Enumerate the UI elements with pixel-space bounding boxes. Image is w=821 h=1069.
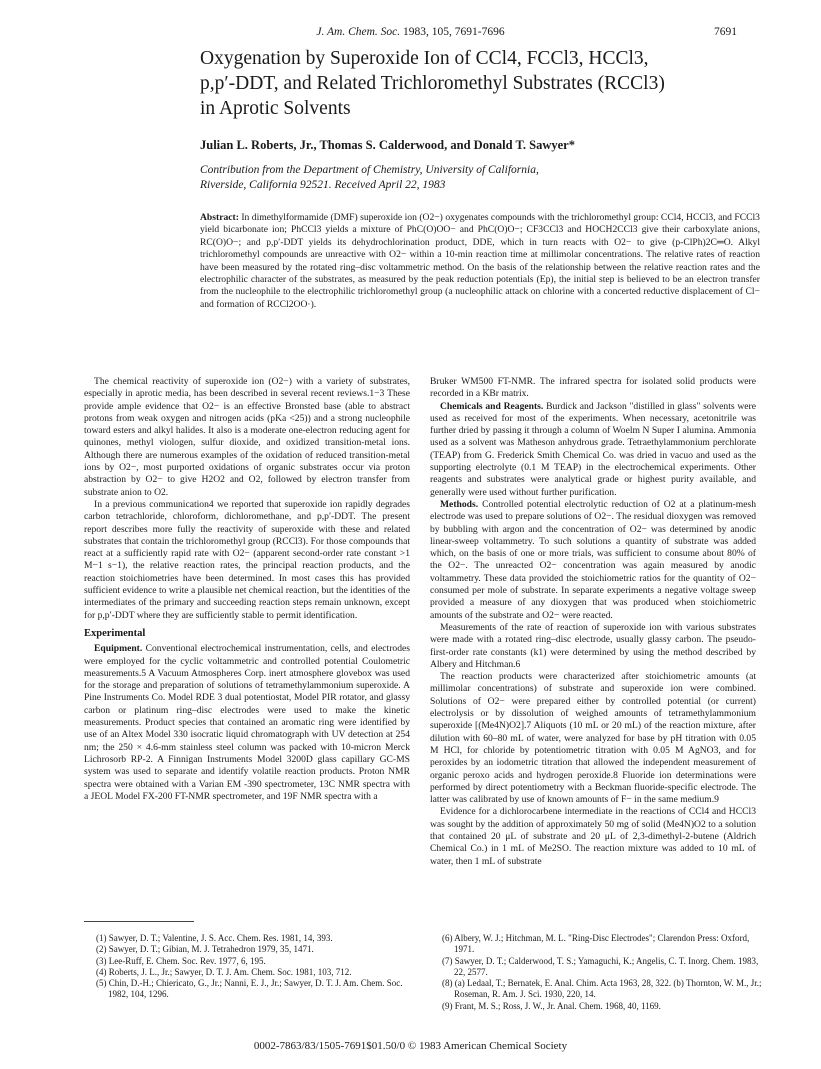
chemicals-text: Burdick and Jackson "distilled in glass" solvents were used as received for most of the experiments. When necessary, acetonitrile was further dried by passing it through a column of Woelm N Super I alumina. Ammonia used as a solvent was Matheson anhydrous grade. Tetraethylammonium perchlorate (TEAP) from G. Frederick Smith Chemical Co. was dried in vacuo and used as the supporting electrolyte (0.1 M TEAP) in the electrochemical experiments. Other reagents and substrates were analytical grade or highest purity available, and generally were used without further purification. bbox=[430, 400, 757, 498]
title-line-1: Oxygenation by Superoxide Ion of CCl4, FCCl3, HCCl3, bbox=[200, 48, 649, 69]
footnote-7: (7) Sawyer, D. T.; Calderwood, T. S.; Yamaguchi, K.; Angelis, C. T. Inorg. Chem. 1983, 22, 2577. bbox=[442, 955, 759, 977]
methods-paragraph bbox=[430, 499, 756, 622]
footnotes-right bbox=[442, 933, 768, 1012]
carbene-paragraph: Evidence for a dichlorocarbene intermediate in the reactions of CCl4 and HCCl3 was sought by the addition of approximately 50 mg of solid (Me4N)O2 to a solution that contained 20 μL of substrate and 20 μL of 2,3-dimethyl-2-butene (Aldrich Chemical Co.) in 1 mL of Me2SO. The reaction mixture was added to 10 mL of water, then 1 mL of substrate bbox=[430, 806, 756, 867]
page-number: 7691 bbox=[714, 26, 737, 38]
affiliation bbox=[200, 163, 760, 192]
products-paragraph: The reaction products were characterized after stoichiometric amounts (at millimolar concentrations) of substrate and superoxide ion were combined. Solutions of O2− were prepared either by controlled potential (or current) electrolysis or by dissolution of weighed amounts of tetramethylammonium superoxide [(Me4N)O2].7 Aliquots (10 mL or 20 mL) of the reaction mixture, after dilution with 60–80 mL of water, were analyzed for base by pH titration with 0.05 M HCl, for chloride by potentiometric titration with 0.05 M AgNO3, and for peroxides by an iodometric titration that allowed the independent measurement of organic peroxo acids and hydrogen peroxide.8 Fluoride ion determinations were performed by direct potentiometry with a Beckman fluoride-specific electrode. The latter was calibrated by use of known amounts of F− in the same medium.9 bbox=[430, 671, 756, 806]
author-list: Julian L. Roberts, Jr., Thomas S. Calderwood, and Donald T. Sawyer* bbox=[200, 138, 575, 152]
affiliation-line-2: Riverside, California 92521. Received April 22, 1983 bbox=[200, 178, 446, 191]
section-heading-experimental: Experimental bbox=[84, 627, 146, 639]
title-line-3: in Aprotic Solvents bbox=[200, 98, 351, 119]
chemicals-label: Chemicals and Reagents. bbox=[440, 400, 544, 412]
footnote-3: (3) Lee-Ruff, E. Chem. Soc. Rev. 1977, 6, 195. bbox=[96, 955, 266, 966]
methods-text: Controlled potential electrolytic reduction of O2 at a platinum-mesh electrode was used to prepare solutions of O2−. The residual dioxygen was removed by bubbling with argon and the concentration of O2− was determined by anodic linear-sweep voltammetry. To such solutions a quantity of substrate was added which, on the basis of one or more trials, was sufficient to consume about 80% of the O2−. The unreacted O2− concentration was again measured by anodic voltammetry. These data provided the stoichiometric ratios for the quantity of O2− consumed per mole of substrate. In separate experiments a negative voltage sweep provided a measure of any dioxygen that was produced when stoichiometric amounts of the substrate and O2− were reacted. bbox=[430, 498, 757, 621]
footnote-4: (4) Roberts, J. L., Jr.; Sawyer, D. T. J. Am. Chem. Soc. 1981, 103, 712. bbox=[96, 966, 352, 977]
equipment-text: Conventional electrochemical instrumentation, cells, and electrodes were employed for the cyclic voltammetric and controlled potential Coulometric measurements.5 A Vacuum Atmospheres Corp. inert atmosphere glovebox was used for the storage and preparation of solutions of tetramethylammonium superoxide. A Pine Instruments Co. Model RDE 3 dual potentiostat, Model PIR rotator, and glassy carbon or platinum ring–disc electrodes were used to make the kinetic measurements. Product species that contained an aromatic ring were identified by use of an Altex Model 330 isocratic liquid chromatograph with UV detection at 254 nm; the 250 × 4.6-mm stainless steel column was packed with 10-micron Merck Lichrosorb RP-2. A Finnigan Instruments Model 3200D glass capillary GC-MS system was used to separate and identify volatile reaction products. Proton NMR spectra were obtained with a Varian EM -390 spectrometer, 13C NMR spectra with a JEOL Model FX-200 FT-NMR spectrometer, and 19F NMR spectra with a bbox=[84, 643, 410, 802]
equipment-paragraph bbox=[84, 643, 410, 803]
abstract-text: In dimethylformamide (DMF) superoxide ion (O2−) oxygenates compounds with the trichloromethyl group: CCl4, HCCl3, and FCCl3 yield bicarbonate ion; PhCCl3 yields a mixture of PhC(O)OO− and PhC(O)O−; CF3CCl3 and HOCH2CCl3 give their carboxylate anions, RC(O)O−; and p,p′-DDT yields its dehydrochlorination product, DDE, which in turn reacts with O2− to give (p-ClPh)2C═O. Alkyl trichloromethyl compounds are unreactive with O2− within a 10-min reaction time at millimolar concentrations. The relative rates of reaction have been measured by the rotated ring–disc voltammetric method. On the basis of the relationship between the relative reaction rates and the electrophilic character of the substrates, as measured by the peak reduction potentials (Ep), the initial step is believed to be an electron transfer from the nucleophile to the electrophilic trichloromethyl group (a nucleophilic attack on chlorine with a concerted reductive displacement of Cl− and formation of RCCl2OO·). bbox=[200, 212, 760, 310]
journal-name: J. Am. Chem. Soc. bbox=[316, 26, 401, 38]
equipment-label: Equipment. bbox=[94, 643, 143, 655]
abstract-label: Abstract: bbox=[200, 212, 239, 223]
chemicals-paragraph bbox=[430, 401, 756, 499]
footnote-9: (9) Frant, M. S.; Ross, J. W., Jr. Anal. Chem. 1968, 40, 1169. bbox=[442, 1000, 661, 1011]
intro-paragraph-1: The chemical reactivity of superoxide ion (O2−) with a variety of substrates, especially in aprotic media, has been described in several recent reviews.1−3 These provide ample evidence that O2− is an effective Bronsted base (able to abstract protons from weak oxygen and nitrogen acids (pKa <25)) and a strong nucleophile toward esters and alkyl halides. It also is a moderate one-electron reducing agent for quinones, methyl viologen, sulfur dioxide, and oxidized transition-metal ions. Although there are numerous examples of the oxidation of reduced transition-metal ions by O2−, most purported oxidations of organic substrates occur via proton abstraction by O2− to give H2O2 and O2, followed by electron transfer from substrate anion to O2. bbox=[84, 376, 410, 498]
right-column bbox=[430, 376, 756, 868]
rate-paragraph: Measurements of the rate of reaction of superoxide ion with various substrates were made with a rotated ring–disc electrode, usually glassy carbon. The pseudo-first-order rate constants (k1) were determined by using the method described by Albery and Hitchman.6 bbox=[430, 621, 756, 670]
continued-paragraph: Bruker WM500 FT-NMR. The infrared spectra for isolated solid products were recorded in a KBr matrix. bbox=[430, 376, 756, 400]
intro-paragraph-2: In a previous communication4 we reported that superoxide ion rapidly degrades carbon tetrachloride, chloroform, dichloromethane, and p,p′-DDT. The present report describes more fully the reactivity of superoxide with these and related substrates that contain the trichloromethyl group (RCCl3). For those compounds that react at a sufficiently rapid rate with O2− (apparent second-order rate constant >1 M−1 s−1), the relative reaction rates, the principal reaction products, and the reaction stoichiometries have been determined. In most cases this has provided sufficient evidence to write a plausible net chemical reaction, but the identities of the intermediates of the primary and succeeding reaction steps remain unknown, except for p,p′-DDT where they are sufficiently stable to permit identification. bbox=[84, 498, 410, 621]
left-column bbox=[84, 376, 410, 803]
footnotes-left bbox=[96, 933, 422, 1001]
footnote-2: (2) Sawyer, D. T.; Gibian, M. J. Tetrahedron 1979, 35, 1471. bbox=[96, 944, 314, 955]
journal-citation: 1983, 105, 7691-7696 bbox=[403, 26, 505, 38]
running-header bbox=[0, 26, 821, 38]
methods-label: Methods. bbox=[440, 498, 479, 510]
footnote-8: (8) (a) Ledaal, T.; Bernatek, E. Anal. Chim. Acta 1963, 28, 322. (b) Thornton, W. M., Jr.; Roseman, R. Am. J. Sci. 1930, 220, 14. bbox=[442, 978, 762, 1000]
affiliation-line-1: Contribution from the Department of Chemistry, University of California, bbox=[200, 164, 539, 176]
footnote-1: (1) Sawyer, D. T.; Valentine, J. S. Acc. Chem. Res. 1981, 14, 393. bbox=[96, 933, 333, 943]
article-title bbox=[200, 46, 760, 121]
footnote-5: (5) Chin, D.-H.; Chiericato, G., Jr.; Nanni, E. J., Jr.; Sawyer, D. T. J. Am. Chem. Soc. 1982, 104, 1296. bbox=[96, 978, 403, 1000]
footnote-rule-left bbox=[84, 921, 194, 922]
footnote-6: (6) Albery, W. J.; Hitchman, M. L. "Ring-Disc Electrodes"; Clarendon Press: Oxford, 1971. bbox=[442, 933, 750, 955]
copyright-footer: 0002-7863/83/1505-7691$01.50/0 © 1983 American Chemical Society bbox=[253, 1040, 568, 1052]
abstract bbox=[200, 212, 760, 311]
title-line-2: p,p′-DDT, and Related Trichloromethyl Substrates (RCCl3) bbox=[200, 73, 665, 94]
